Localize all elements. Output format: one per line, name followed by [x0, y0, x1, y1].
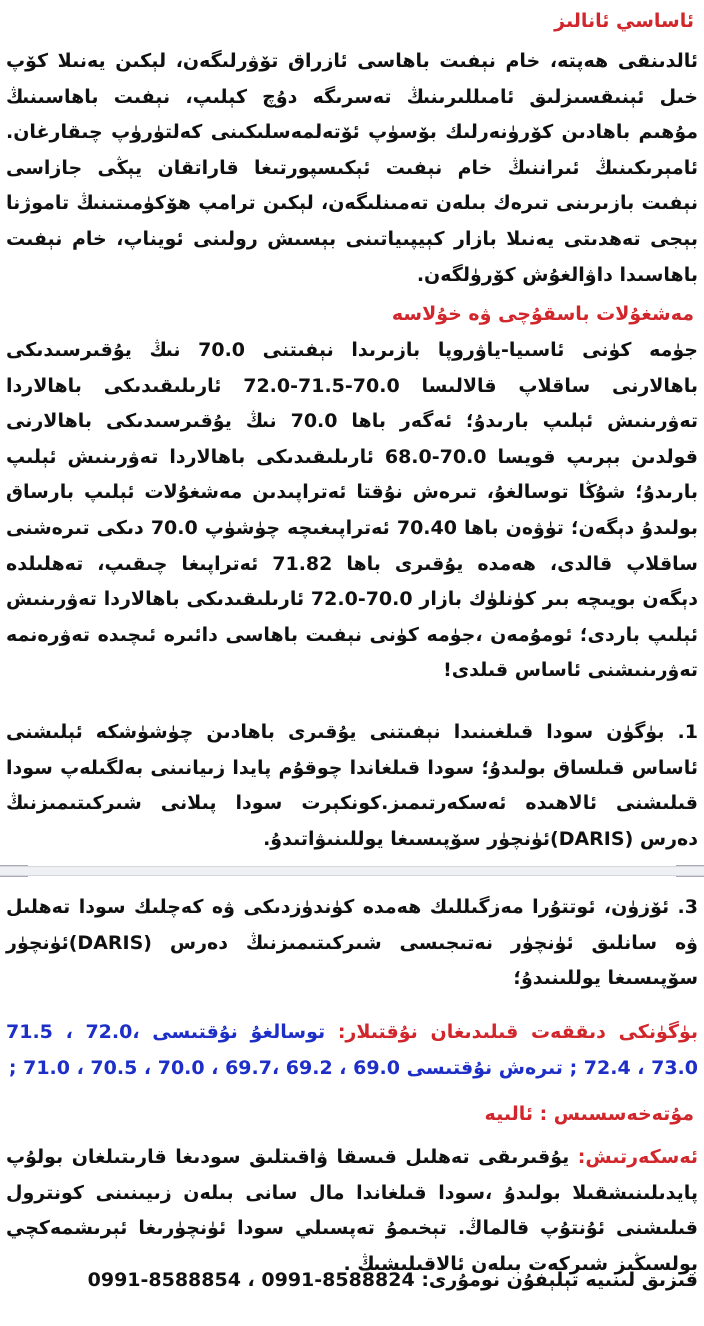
key-levels-block: بۈگۈنكى دىققەت قىلىدىغان نۇقتىلار: توسالغۇ نۇقتىسى 71.5 ، 72.0، 72.4 ، 73.0 ; تىرەش نۇقتىسى 71.0 ، 70.5 ، 70.0 ، 69.7، 69.2 ، 69.0 ;: [6, 1021, 698, 1079]
paragraph-today-strategy: 1. بۈگۈن سودا قىلغىنىدا نېفىتنى يۇقىرى باھادىن چۈشۈشكە ئېلىشنى ئاساس قىلساق بولىدۇ؛ سودا قىلغاندا چوقۇم پايدا زىيانىنى بەلگىلەپ سودا قىلىشنى ئالاھىدە ئەسكەرتىمىز.كونكېرت سودا پىلانى شىركىتىمىزنىڭ دەرس (DARIS)ئۈنچۈر سۆپىسىغا يوللىنىۋاتىدۇ.: [6, 721, 698, 850]
paragraph-analysis-publishing: 3. ئۆزۈن، ئوتتۇرا مەزگىللىك ھەمدە كۈندۈزدىكى ۋە كەچلىك سودا تەھلىل ۋە سانلىق ئۈنچۈر نەتىجىسى شىركىتىمىزنىڭ دەرس (DARIS)ئۈنچۈر سۆپىسىغا يوللىنىدۇ؛: [6, 896, 698, 990]
hotline-label: قىزىق لىنىيە تېلېفۇن نومۇرى:: [414, 1269, 698, 1291]
hotline-block: [6, 1263, 698, 1299]
page-break-divider: [0, 856, 704, 884]
support-label: تىرەش نۇقتىسى: [406, 1056, 563, 1079]
heading-trading-stage-summary: مەشغۇلات باسقۇچى ۋە خۇلاسە: [391, 303, 694, 325]
hotline-numbers[interactable]: 0991-8588854 ، 0991-8588824: [87, 1269, 415, 1291]
paragraph-price-review: جۈمە كۈنى ئاسىيا-ياۋروپا بازىرىدا نېفىتنى 70.0 نىڭ يۇقىرسىدىكى باھالارنى ساقلاپ قالالىسا 70.0-71.5-72.0 ئارىلىقىدىكى باھالاردا تەۋرىنىش ئېلىپ بارىدۇ؛ ئەگەر باھا 70.0 نىڭ يۇقىرسىدىكى باھالارنى قولدىن بېرىپ قويسا 70.0-68.0 ئارىلىقىدىكى باھالاردا تەۋرىنىش ئېلىپ بارىدۇ؛ شۇڭا توسالغۇ، تىرەش نۇقتا ئەتراپىدىن مەشغۇلات ئېلىپ بارساق بولىدۇ دېگەن؛ تۈۋەن باھا 70.40 ئەتراپىغىچە چۈشۈپ 70.0 دىكى تىرەشنى ساقلاپ قالدى، ھەمدە يۇقىرى باھا 71.82 ئەتراپىغا چىقىپ، تەھلىلدە دېگەن بويىچە بىر كۈنلۈك بازار 70.0-72.0 ئارىلىقىدىكى باھالاردا تەۋرىنىش ئېلىپ باردى؛ ئومۇمەن ،جۈمە كۈنى نېفىت باھاسى دائىرە ئىچىدە تەۋرەنمە تەۋرىنىشنى ئاساس قىلدى!: [6, 339, 699, 682]
key-levels-label: بۈگۈنكى دىققەت قىلىدىغان نۇقتىلار:: [325, 1021, 698, 1043]
paragraph-market-analysis: ئالدىنقى ھەپتە، خام نېفىت باھاسى ئازراق تۆۋرلىگەن، لېكىن يەنىلا كۆپ خىل ئېنىقسىزلىق ئامىللىرىنىڭ تەسرىگە دۇچ كېلىپ، نېفىت باھاسىنىڭ مۇھىم باھادىن كۆرۈنەرلىك بۆسۈپ ئۆتەلمەسلىكىنى كەلتۈرۈپ چىقارغان. ئامېرىكىنىڭ ئىراننىڭ خام نېفىت ئېكىسپورتىغا قاراتقان يېڭى جازاسى نېفىت بازىرىنى تىرەك بىلەن تەمىنلىگەن، لېكىن ترامپ ھۆكۈمىتىنىڭ تاموژنا بېجى تەھدىتى يەنىلا بازار كېيپىياتىنى بېسىش رولىنى ئويناپ، خام نېفىت باھاسىدا داۋالغۇش كۆرۈلگەن.: [6, 50, 698, 286]
heading-basic-analysis: ئاساسي ئانالىز: [554, 10, 694, 32]
notice-label: ئەسكەرتىش:: [569, 1146, 698, 1168]
heading-expert: مۇتەخەسسىس : ئالىيە: [484, 1103, 694, 1125]
resistance-label: توسالغۇ نۇقتىسى: [152, 1021, 326, 1043]
notice-block: [6, 1140, 698, 1282]
support-values: 71.0 ، 70.5 ، 70.0 ، 69.7، 69.2 ، 69.0: [23, 1056, 400, 1079]
notice-body: يۇقىرىقى تەھلىل قىسقا ۋاقىتلىق سودىغا قارىتىلغان بولۇپ پايدىلىنىشقىلا بولىدۇ ،سودا قىلغاندا مال سانى بىلەن زىيىنىنى كونترول قىلىشنى ئۇنتۇپ قالماڭ. تېخىمۇ تەپسىلي سودا ئۈنچۈرىغا ئېرىشمەكچي بولسىڭىز شىركەت بىلەن ئالاقىلىشىڭ .: [6, 1146, 698, 1275]
resistance-values: 71.5 ، 72.0، 72.4 ، 73.0: [6, 1021, 698, 1079]
